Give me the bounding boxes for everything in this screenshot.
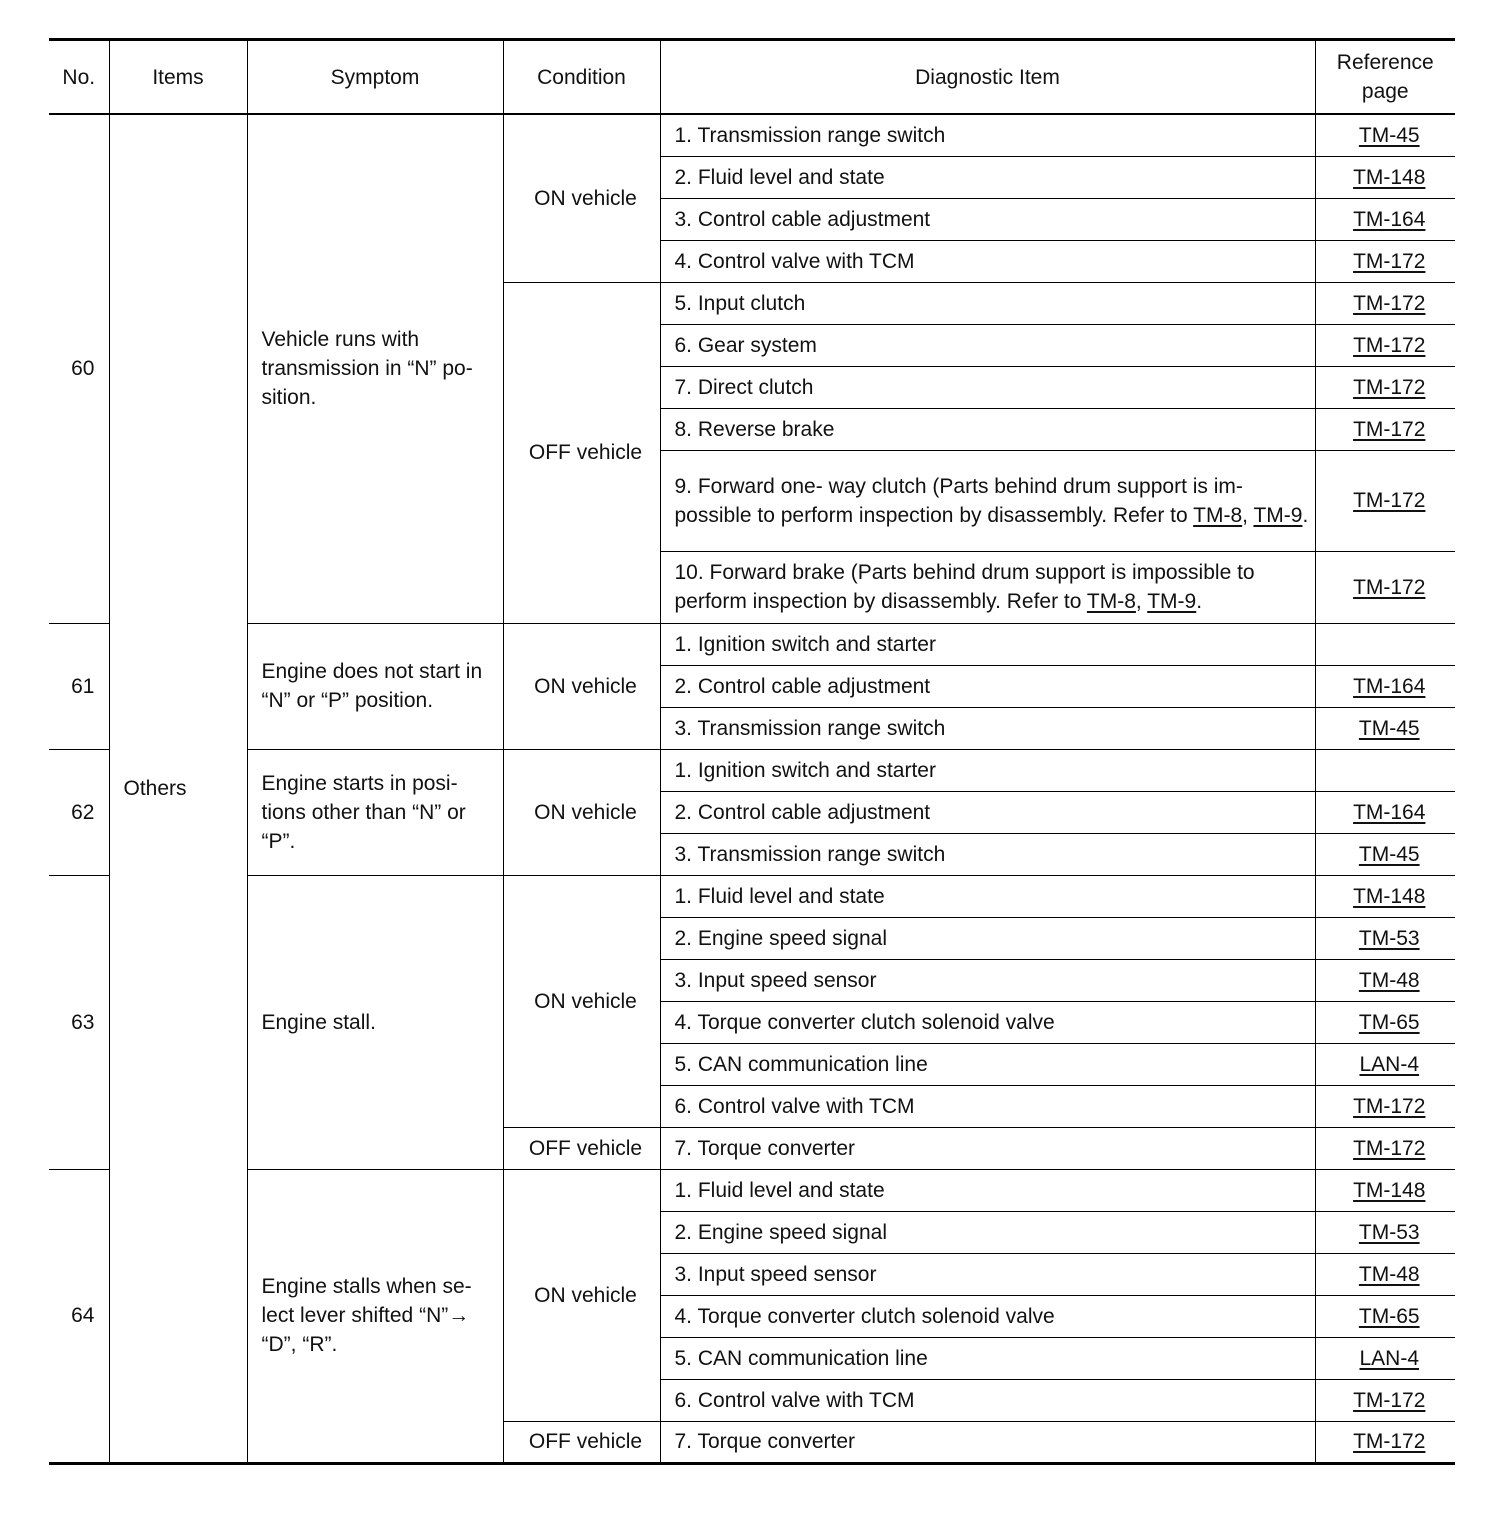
condition-cell: OFF vehicle bbox=[503, 1127, 660, 1169]
diagnostic-item-cell bbox=[660, 707, 1315, 749]
row-number: 63 bbox=[49, 875, 109, 1169]
table-row bbox=[49, 623, 1455, 665]
reference-cell bbox=[1315, 1211, 1455, 1253]
reference-page-link[interactable]: TM-48 bbox=[1358, 1262, 1420, 1286]
reference-page-link[interactable]: TM-65 bbox=[1358, 1010, 1420, 1034]
reference-page-link[interactable]: TM-148 bbox=[1353, 165, 1426, 189]
reference-page-link[interactable]: TM-172 bbox=[1353, 249, 1426, 273]
diagnostic-item-text: 4. Control valve with TCM bbox=[674, 249, 915, 273]
reference-page-link[interactable]: TM-65 bbox=[1358, 1304, 1420, 1328]
reference-cell bbox=[1315, 707, 1455, 749]
diagnostic-item-cell bbox=[660, 917, 1315, 959]
reference-cell bbox=[1315, 408, 1455, 450]
reference-page-link[interactable]: TM-164 bbox=[1353, 800, 1426, 824]
diagnostic-item-cell bbox=[660, 1085, 1315, 1127]
condition-cell: OFF vehicle bbox=[503, 1421, 660, 1463]
reference-link[interactable]: TM-9 bbox=[1253, 503, 1303, 527]
condition-cell: ON vehicle bbox=[503, 749, 660, 875]
reference-cell bbox=[1315, 1127, 1455, 1169]
reference-link[interactable]: TM-8 bbox=[1193, 503, 1243, 527]
reference-page-link[interactable]: TM-172 bbox=[1353, 1430, 1426, 1453]
reference-page-link[interactable]: TM-172 bbox=[1353, 575, 1426, 599]
table-row bbox=[49, 749, 1455, 791]
header-diagnostic-item: Diagnostic Item bbox=[660, 40, 1315, 115]
reference-page-link[interactable]: LAN-4 bbox=[1359, 1346, 1420, 1370]
items-cell: Others bbox=[109, 114, 247, 1463]
reference-cell bbox=[1315, 1337, 1455, 1379]
diagnostic-item-cell bbox=[660, 665, 1315, 707]
diagnostic-item-cell bbox=[660, 1211, 1315, 1253]
diagnostic-item-cell bbox=[660, 833, 1315, 875]
condition-cell: ON vehicle bbox=[503, 114, 660, 282]
header-items: Items bbox=[109, 40, 247, 115]
reference-page-link[interactable]: TM-172 bbox=[1353, 1136, 1426, 1160]
diagnostic-item-cell bbox=[660, 1043, 1315, 1085]
reference-page-link[interactable]: TM-45 bbox=[1358, 842, 1420, 866]
diagnostic-item-cell bbox=[660, 1001, 1315, 1043]
row-number: 62 bbox=[49, 749, 109, 875]
reference-page-link[interactable]: TM-164 bbox=[1353, 674, 1426, 698]
diagnostic-item-text: 3. Input speed sensor bbox=[674, 1262, 877, 1286]
diagnostic-item-cell bbox=[660, 198, 1315, 240]
header-condition: Condition bbox=[503, 40, 660, 115]
condition-cell: ON vehicle bbox=[503, 623, 660, 749]
diagnostic-item-cell bbox=[660, 959, 1315, 1001]
reference-cell bbox=[1315, 114, 1455, 156]
diagnostic-item-cell bbox=[660, 282, 1315, 324]
diagnostic-item-text: 7. Torque converter bbox=[674, 1136, 856, 1160]
diagnostic-item-text: 7. Direct clutch bbox=[674, 375, 814, 399]
symptom-cell: Engine does not start in “N” or “P” position. bbox=[247, 623, 503, 749]
reference-cell bbox=[1315, 875, 1455, 917]
reference-cell bbox=[1315, 833, 1455, 875]
reference-cell bbox=[1315, 1043, 1455, 1085]
condition-cell: ON vehicle bbox=[503, 875, 660, 1127]
diagnostic-item-cell bbox=[660, 1421, 1315, 1463]
condition-cell: OFF vehicle bbox=[503, 282, 660, 623]
reference-cell bbox=[1315, 1001, 1455, 1043]
diagnostic-item-cell bbox=[660, 324, 1315, 366]
diagnostic-item-text: 5. Input clutch bbox=[674, 291, 806, 315]
symptom-cell: Engine starts in posi-tions other than “N” or “P”. bbox=[247, 749, 503, 875]
diagnostic-item-cell: 10. Forward brake (Parts behind drum support is impossible to perform inspection by disassembly. Refer to TM-8, TM-9. bbox=[660, 551, 1315, 623]
diagnostic-item-text: 1. Fluid level and state bbox=[674, 1178, 885, 1202]
reference-page-link[interactable]: TM-172 bbox=[1353, 333, 1426, 357]
diagnostic-item-cell bbox=[660, 366, 1315, 408]
reference-page-link[interactable]: TM-164 bbox=[1353, 207, 1426, 231]
reference-cell bbox=[1315, 366, 1455, 408]
symptom-cell: Engine stalls when se-lect lever shifted “N”→ “D”, “R”. bbox=[247, 1169, 503, 1463]
reference-page-link[interactable]: TM-148 bbox=[1353, 1178, 1426, 1202]
row-number: 61 bbox=[49, 623, 109, 749]
table-row bbox=[49, 1169, 1455, 1211]
diagnostic-item-text: 9. Forward one- way clutch (Parts behind drum support is im-possible to perform inspection by disassembly. Refer to bbox=[674, 474, 1243, 527]
reference-page-link[interactable]: TM-53 bbox=[1358, 1220, 1420, 1244]
table-row bbox=[49, 875, 1455, 917]
diagnostic-item-text: 3. Input speed sensor bbox=[674, 968, 877, 992]
diagnostic-item-text: 4. Torque converter clutch solenoid valve bbox=[674, 1304, 1055, 1328]
reference-cell bbox=[1315, 917, 1455, 959]
reference-cell bbox=[1315, 324, 1455, 366]
diagnostic-item-text: 6. Control valve with TCM bbox=[674, 1388, 915, 1412]
table-row bbox=[49, 114, 1455, 156]
diagnostic-item-text: 1. Ignition switch and starter bbox=[674, 758, 936, 782]
symptom-cell: Engine stall. bbox=[247, 875, 503, 1169]
header-symptom: Symptom bbox=[247, 40, 503, 115]
reference-link[interactable]: TM-9 bbox=[1147, 590, 1197, 613]
reference-page-link[interactable]: TM-53 bbox=[1358, 926, 1420, 950]
reference-cell bbox=[1315, 749, 1455, 791]
header-row bbox=[49, 40, 1455, 115]
diagnostic-item-cell bbox=[660, 749, 1315, 791]
reference-cell bbox=[1315, 665, 1455, 707]
reference-cell bbox=[1315, 156, 1455, 198]
reference-cell bbox=[1315, 1421, 1455, 1463]
reference-page-link[interactable]: TM-172 bbox=[1353, 489, 1426, 512]
diagnostic-item-text: 1. Transmission range switch bbox=[674, 123, 946, 147]
diagnostic-item-text: 2. Control cable adjustment bbox=[674, 674, 931, 698]
reference-cell bbox=[1315, 1253, 1455, 1295]
diagnostic-item-text: 3. Transmission range switch bbox=[674, 716, 946, 740]
header-reference-page: Reference page bbox=[1315, 40, 1455, 115]
condition-cell: ON vehicle bbox=[503, 1169, 660, 1421]
diagnostic-item-text: 6. Control valve with TCM bbox=[674, 1094, 915, 1118]
diagnostic-item-cell bbox=[660, 1379, 1315, 1421]
row-number: 64 bbox=[49, 1169, 109, 1463]
diagnostic-item-text: 5. CAN communication line bbox=[674, 1346, 928, 1370]
reference-page-link[interactable]: TM-148 bbox=[1353, 884, 1426, 908]
diagnostic-item-cell bbox=[660, 156, 1315, 198]
reference-cell bbox=[1315, 450, 1455, 551]
diagnostic-item-cell bbox=[660, 791, 1315, 833]
reference-cell bbox=[1315, 791, 1455, 833]
diagnostic-item-text: 5. CAN communication line bbox=[674, 1052, 928, 1076]
diagnostic-item-cell bbox=[660, 240, 1315, 282]
diagnostic-item-text: 3. Control cable adjustment bbox=[674, 207, 931, 231]
diagnosis-table bbox=[49, 38, 1455, 1465]
reference-page-link[interactable]: TM-172 bbox=[1353, 417, 1426, 441]
reference-cell bbox=[1315, 1379, 1455, 1421]
symptom-cell: Vehicle runs with transmission in “N” po-sition. bbox=[247, 114, 503, 623]
reference-cell bbox=[1315, 198, 1455, 240]
diagnostic-item-cell bbox=[660, 1169, 1315, 1211]
reference-cell bbox=[1315, 551, 1455, 623]
diagnostic-item-text: 1. Ignition switch and starter bbox=[674, 632, 936, 656]
reference-page-link[interactable]: TM-48 bbox=[1358, 968, 1420, 992]
reference-page-link[interactable]: TM-172 bbox=[1353, 1094, 1426, 1118]
reference-cell bbox=[1315, 240, 1455, 282]
reference-cell bbox=[1315, 1085, 1455, 1127]
reference-page-link[interactable]: TM-172 bbox=[1353, 291, 1426, 315]
diagnostic-item-cell bbox=[660, 408, 1315, 450]
diagnostic-item-end: . bbox=[1196, 590, 1203, 613]
diagnostic-item-text: 4. Torque converter clutch solenoid valve bbox=[674, 1010, 1055, 1034]
reference-page-link[interactable]: TM-45 bbox=[1358, 123, 1420, 147]
reference-cell bbox=[1315, 623, 1455, 665]
reference-cell bbox=[1315, 959, 1455, 1001]
diagnostic-item-text: 10. Forward brake (Parts behind drum support is impossible to perform inspection by disassembly. Refer to bbox=[674, 561, 1255, 613]
diagnostic-item-text: 2. Engine speed signal bbox=[674, 1220, 887, 1244]
diagnostic-item-cell bbox=[660, 623, 1315, 665]
diagnostic-item-cell bbox=[660, 1127, 1315, 1169]
reference-cell bbox=[1315, 282, 1455, 324]
diagnostic-item-text: 2. Control cable adjustment bbox=[674, 800, 931, 824]
diagnostic-item-end: . bbox=[1302, 503, 1309, 527]
reference-link[interactable]: TM-8 bbox=[1086, 590, 1136, 613]
diagnostic-item-text: 2. Engine speed signal bbox=[674, 926, 887, 950]
diagnostic-item-cell bbox=[660, 114, 1315, 156]
diagnostic-item-text: 6. Gear system bbox=[674, 333, 817, 357]
diagnostic-item-cell bbox=[660, 1253, 1315, 1295]
diagnostic-item-cell bbox=[660, 1295, 1315, 1337]
diagnostic-item-cell: 9. Forward one- way clutch (Parts behind drum support is im-possible to perform inspection by disassembly. Refer to TM-8, TM-9. bbox=[660, 450, 1315, 551]
header-no: No. bbox=[49, 40, 109, 115]
reference-page-link[interactable]: TM-45 bbox=[1358, 716, 1420, 740]
row-number: 60 bbox=[49, 114, 109, 623]
diagnostic-item-cell bbox=[660, 1337, 1315, 1379]
reference-page-link[interactable]: TM-172 bbox=[1353, 1388, 1426, 1412]
diagnostic-item-text: 7. Torque converter bbox=[674, 1430, 856, 1453]
diagnostic-item-text: 1. Fluid level and state bbox=[674, 884, 885, 908]
diagnostic-item-text: 3. Transmission range switch bbox=[674, 842, 946, 866]
reference-page-link[interactable]: TM-172 bbox=[1353, 375, 1426, 399]
reference-cell bbox=[1315, 1169, 1455, 1211]
diagnostic-item-cell bbox=[660, 875, 1315, 917]
reference-page-link[interactable]: LAN-4 bbox=[1359, 1052, 1420, 1076]
reference-cell bbox=[1315, 1295, 1455, 1337]
diagnostic-item-text: 2. Fluid level and state bbox=[674, 165, 885, 189]
table-body bbox=[49, 114, 1455, 1463]
diagnostic-item-text: 8. Reverse brake bbox=[674, 417, 835, 441]
